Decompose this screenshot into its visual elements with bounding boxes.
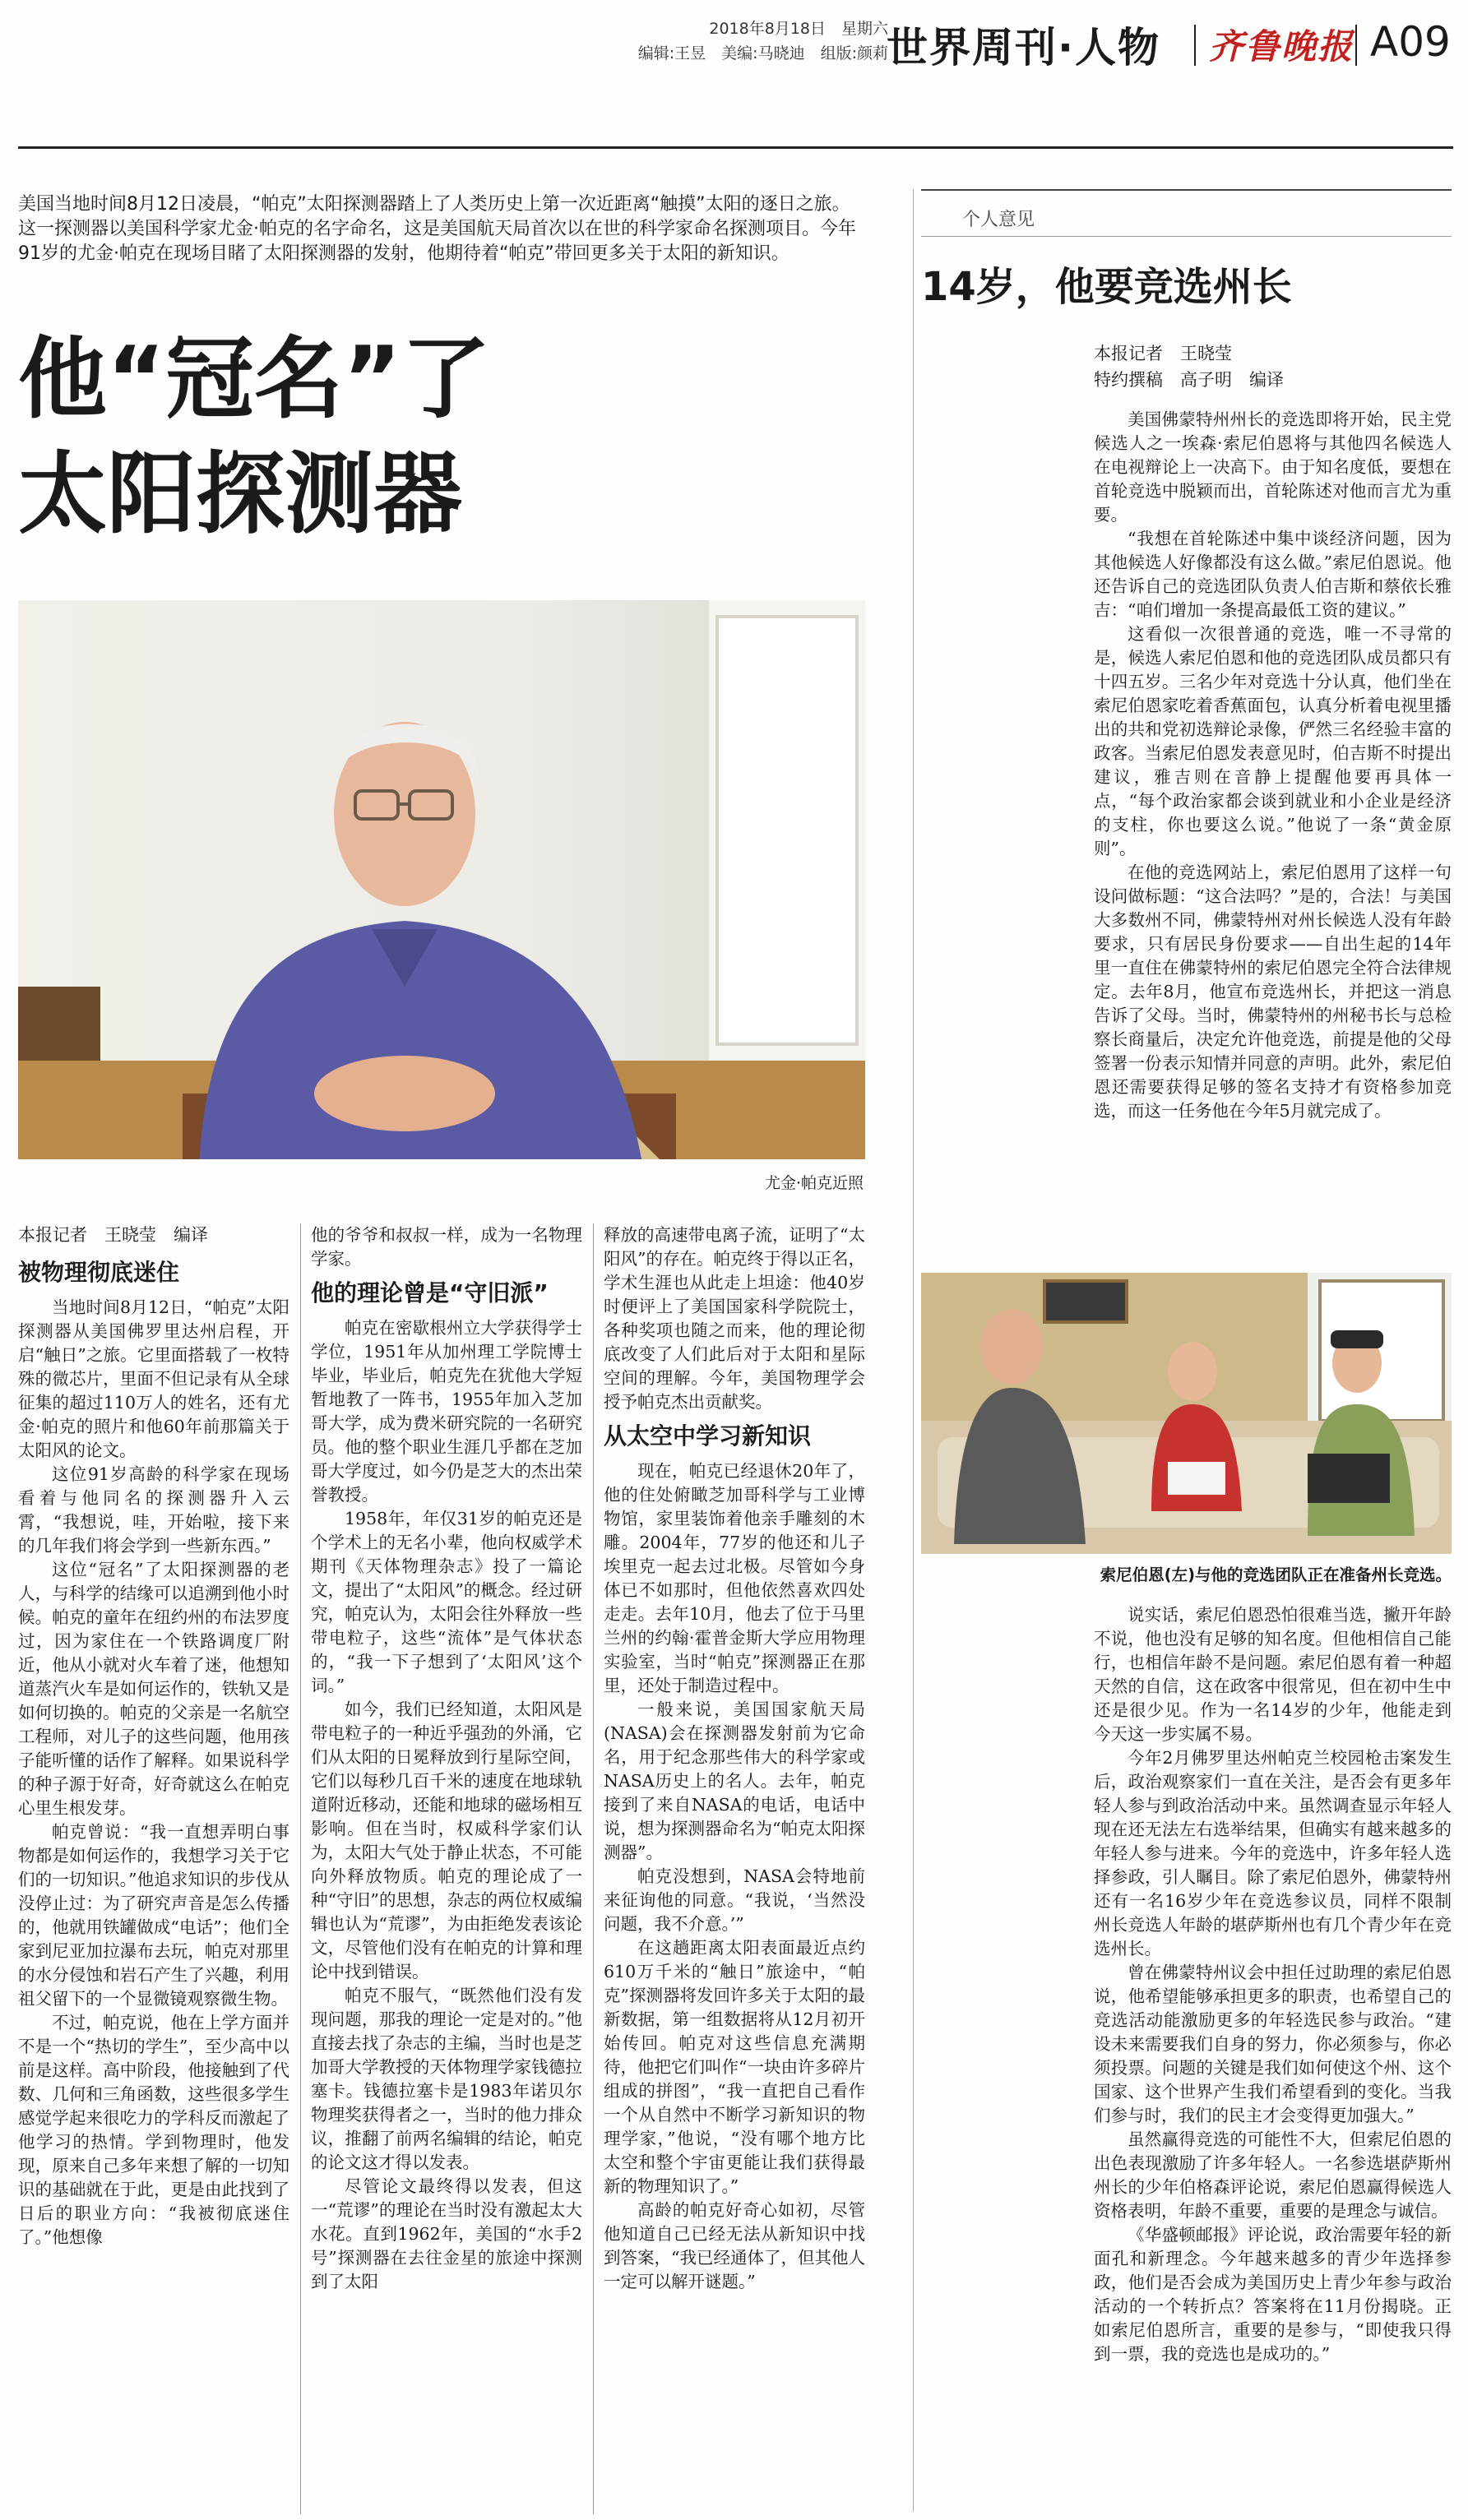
article-column-3 (604, 1223, 865, 2294)
parker-photo (18, 600, 865, 1159)
masthead-meta (576, 16, 888, 66)
paragraph: 美国佛蒙特州州长的竞选即将开始，民主党候选人之一埃森·索尼伯恩将与其他四名候选人在电视辩论上一决高下。由于知名度低，要想在首轮竞选中脱颖而出，首轮陈述对他而言尤为重要。 (1094, 409, 1452, 525)
main-headline (18, 322, 873, 553)
subheading: 他的理论曾是“守旧派” (311, 1279, 549, 1306)
column-divider (300, 1223, 301, 2514)
paragraph: 虽然赢得竞选的可能性不大，但索尼伯恩的出色表现激励了许多年轻人。一名参选堪萨斯州州长的少年伯格森评论说，索尼伯恩赢得候选人资格表明，年龄不重要，重要的是理念与诚信。 (1094, 2129, 1452, 2221)
opinion-credits (1094, 340, 1284, 393)
paragraph: 帕克没想到，NASA会特地前来征询他的同意。“我说，‘当然没问题，我不介意。’” (604, 1866, 865, 1934)
paragraph: 他的爷爷和叔叔一样，成为一名物理学家。 (311, 1225, 582, 1269)
opinion-top-rule (921, 189, 1452, 191)
paragraph: “我想在首轮陈述中集中谈经济问题，因为其他候选人好像都没有这么做。”索尼伯恩说。他还告诉自己的竞选团队负责人伯吉斯和蔡依长雅吉：“咱们增加一条提高最低工资的建议。” (1094, 529, 1452, 620)
article-column-2 (311, 1223, 582, 2294)
paragraph: 1958年，年仅31岁的帕克还是个学术上的无名小辈，他向权威学术期刊《天体物理杂志》投了一篇论文，提出了“太阳风”的概念。经过研究，帕克认为，太阳会往外释放一些带电粒子，这些“流体”是气体状态的，“我一下子想到了‘太阳风’这个词。” (311, 1509, 582, 1695)
subheading: 被物理彻底迷住 (18, 1259, 180, 1286)
opinion-headline: 14岁，他要竞选州长 (921, 264, 1292, 310)
paragraph: 曾在佛蒙特州议会中担任过助理的索尼伯恩说，他希望能够承担更多的职责，也希望自己的竞选活动能激励更多的年轻选民参与政治。“建设未来需要我们自身的努力，你必须参与，你必须投票。问题的关键是我们如何使这个州、这个国家、这个世界产生我们希望看到的变化。当我们参与时，我们的民主才会变得更加强大。” (1094, 1963, 1452, 2125)
paragraph: 一般来说，美国国家航天局(NASA)会在探测器发射前为它命名，用于纪念那些伟大的科学家或NASA历史上的名人。去年，帕克接到了来自NASA的电话，电话中说，想为探测器命名为“帕克太阳探测器”。 (604, 1699, 865, 1862)
opinion-tag: 个人意见 (921, 201, 1452, 237)
issue-date: 2018年8月18日 星期六 (709, 20, 888, 38)
campaign-team-illustration (921, 1273, 1452, 1554)
paragraph: 不过，帕克说，他在上学方面并不是一个“热切的学生”，至少高中以前是这样。高中阶段，他接触到了代数、几何和三角函数，这些很多学生感觉学起来很吃力的学科反而激起了他学习的热情。学到物理时，他发现，原来自己多年来想了解的一切知识的基础就在于此，更是由此找到了日后的职业方向：“我被彻底迷住了。”他想像 (18, 2013, 289, 2247)
paragraph: 释放的高速带电离子流，证明了“太阳风”的存在。帕克终于得以正名，学术生涯也从此走上坦途：他40岁时便评上了美国国家科学院院士，各种奖项也随之而来，他的理论彻底改变了人们此后对于太阳和星际空间的理解。今年，美国物理学会授予帕克杰出贡献奖。 (604, 1225, 865, 1412)
contributor-credit: 特约撰稿 高子明 编译 (1094, 370, 1284, 390)
lead-paragraph: 美国当地时间8月12日凌晨，“帕克”太阳探测器踏上了人类历史上第一次近距离“触摸”太阳的逐日之旅。这一探测器以美国科学家尤金·帕克的名字命名，这是美国航天局首次以在世的科学家命名探测项目。今年91岁的尤金·帕克在现场目睹了太阳探测器的发射，他期待着“帕克”带回更多关于太阳的新知识。 (18, 194, 856, 264)
paragraph: 帕克曾说：“我一直想弄明白事物都是如何运作的，我想学习关于它们的一切知识。”他追求知识的步伐从没停止过：为了研究声音是怎么传播的，他就用铁罐做成“电话”；他们全家到尼亚加拉瀑布去玩，帕克对那里的水分侵蚀和岩石产生了兴趣，利用祖父留下的一个显微镜观察微生物。 (18, 1822, 289, 2009)
reporter-credit: 本报记者 王晓莹 (1094, 344, 1232, 363)
editor-credits: 编辑:王昱 美编:马晓迪 组版:颜莉 (637, 44, 888, 62)
campaign-photo-caption: 索尼伯恩(左)与他的竞选团队正在准备州长竞选。 (1100, 1565, 1452, 1584)
paragraph: 尽管论文最终得以发表，但这一“荒谬”的理论在当时没有激起太大水花。直到1962年，美国的“水手2号”探测器在去往金星的旅途中探测到了太阳 (311, 2176, 582, 2291)
paragraph: 如今，我们已经知道，太阳风是带电粒子的一种近乎强劲的外涌，它们从太阳的日冕释放到行星际空间，它们以每秒几百千米的速度在地球轨道附近移动，还能和地球的磁场相互影响。但在当时，权威科学家们认为，太阳大气处于静止状态，不可能向外释放物质。帕克的理论成了一种“守旧”的思想，杂志的两位权威编辑也认为“荒谬”，为由拒绝发表该论文，尽管他们没有在帕克的计算和理论中找到错误。 (311, 1699, 582, 1981)
opinion-frame-rule (913, 189, 914, 2512)
paragraph: 《华盛顿邮报》评论说，政治需要年轻的新面孔和新理念。今年越来越多的青少年选择参政，他们是否会成为美国历史上青少年参与政治活动的一个转折点？答案将在11月份揭晓。正如索尼伯恩所言，重要的是参与，“即使我只得到一票，我的竞选也是成功的。” (1094, 2225, 1452, 2364)
headline-line-2: 太阳探测器 (18, 443, 463, 546)
subheading: 从太空中学习新知识 (604, 1422, 812, 1450)
paragraph: 当地时间8月12日，“帕克”太阳探测器从美国佛罗里达州启程，开启“触日”之旅。它里面搭载了一枚特殊的微芯片，里面不但记录有从全球征集的超过110万人的姓名，还有尤金·帕克的照片和他60年前那篇关于太阳风的论文。 (18, 1297, 289, 1460)
paragraph: 帕克不服气，“既然他们没有发现问题，那我的理论一定是对的。”他直接去找了杂志的主编，当时也是芝加哥大学教授的天体物理学家钱德拉塞卡。钱德拉塞卡是1983年诺贝尔物理奖获得者之一，当时的他力排众议，推翻了前两名编辑的结论，帕克的论文这才得以发表。 (311, 1986, 582, 2172)
page-number: A09 (1370, 18, 1451, 66)
newspaper-logo: 齐鲁晚报 (1209, 26, 1355, 67)
photo-caption: 尤金·帕克近照 (764, 1174, 864, 1192)
masthead-divider (1194, 25, 1196, 66)
masthead-divider (1355, 25, 1357, 66)
header-rule (18, 146, 1453, 149)
paragraph: 这位91岁高龄的科学家在现场看着与他同名的探测器升入云霄，“我想说，哇，开始啦，接下来的几年我们将会学到一些新东西。” (18, 1464, 289, 1556)
headline-line-1: 他“冠名”了 (18, 328, 490, 431)
parker-portrait-illustration (18, 600, 865, 1159)
paragraph: 帕克在密歇根州立大学获得学士学位，1951年从加州理工学院博士毕业，毕业后，帕克先在犹他大学短暂地教了一阵书，1955年加入芝加哥大学，成为费米研究院的一名研究员。他的整个职业生涯几乎都在芝加哥大学度过，如今仍是芝大的杰出荣誉教授。 (311, 1318, 582, 1505)
paragraph: 在这趟距离太阳表面最近点约610万千米的“触日”旅途中，“帕克”探测器将发回许多关于太阳的最新数据，第一组数据将从12月初开始传回。帕克对这些信息充满期待，他把它们叫作“一块由许多碎片组成的拼图”，“我一直把自己看作一个从自然中不断学习新知识的物理学家，”他说，“没有哪个地方比太空和整个宇宙更能让我们获得最新的物理知识了。” (604, 1938, 865, 2196)
article-column-1 (18, 1223, 289, 2250)
paragraph: 这看似一次很普通的竞选，唯一不寻常的是，候选人索尼伯恩和他的竞选团队成员都只有十四五岁。三名少年对竞选十分认真，他们坐在索尼伯恩家吃着香蕉面包，认真分析着电视里播出的共和党初选辩论录像，俨然三名经验丰富的政客。当索尼伯恩发表意见时，伯吉斯不时提出建议，雅吉则在音静上提醒他要再具体一点，“每个政治家都会谈到就业和小企业是经济的支柱，你也要这么说。”他说了一条“黄金原则”。 (1094, 624, 1452, 858)
paragraph: 这位“冠名”了太阳探测器的老人，与科学的结缘可以追溯到他小时候。帕克的童年在纽约州的布法罗度过，因为家住在一个铁路调度厂附近，他从小就对火车着了迷，他想知道蒸汽火车是如何运作的，铁轨又是如何切换的。帕克的父亲是一名航空工程师，对儿子的这些问题，他用孩子能听懂的话作了解释。如果说科学的种子源于好奇，好奇就这么在帕克心里生根发芽。 (18, 1560, 289, 1818)
opinion-column-bottom (1094, 1603, 1452, 2366)
paragraph: 高龄的帕克好奇心如初，尽管他知道自己已经无法从新知识中找到答案，“我已经通体了，但其他人一定可以解开谜题。” (604, 2200, 865, 2291)
campaign-team-photo (921, 1273, 1452, 1554)
section-title: 世界周刊·人物 (887, 24, 1160, 72)
paragraph: 说实话，索尼伯恩恐怕很难当选，撇开年龄不说，他也没有足够的知名度。但他相信自己能行，也相信年龄不是问题。索尼伯恩有着一种超天然的自信，这在政客中很常见，但在初中生中还是很少见。作为一名14岁的少年，他能走到今天这一步实属不易。 (1094, 1605, 1452, 1744)
paragraph: 在他的竞选网站上，索尼伯恩用了这样一句设问做标题：“这合法吗？”是的，合法！与美国大多数州不同，佛蒙特州对州长候选人没有年龄要求，只有居民身份要求——自出生起的14年里一直住在佛蒙特州的索尼伯恩完全符合法律规定。去年8月，他宣布竞选州长，并把这一消息告诉了父母。当时，佛蒙特州的州秘书长与总检察长商量后，决定允许他竞选，前提是他的父母签署一份表示知情并同意的声明。此外，索尼伯恩还需要获得足够的签名支持才有资格参加竞选，而这一任务他在今年5月就完成了。 (1094, 862, 1452, 1121)
article-byline: 本报记者 王晓莹 编译 (18, 1225, 208, 1245)
opinion-column-top (1094, 408, 1452, 1123)
column-divider (593, 1223, 594, 2514)
paragraph: 今年2月佛罗里达州帕克兰校园枪击案发生后，政治观察家们一直在关注，是否会有更多年轻人参与到政治活动中来。虽然调查显示年轻人现在还无法左右选举结果，但确实有越来越多的年轻人参与进来。今年的竞选中，许多年轻人选择参政，引人瞩目。除了索尼伯恩外，佛蒙特州还有一名16岁少年在竞选参议员，同样不限制州长竞选人年龄的堪萨斯州也有几个青少年在竞选州长。 (1094, 1748, 1452, 1958)
paragraph: 现在，帕克已经退休20年了，他的住处俯瞰芝加哥科学与工业博物馆，家里装饰着他亲手雕刻的木雕。2004年，77岁的他还和儿子埃里克一起去过北极。尽管如今身体已不如那时，但他依然喜欢四处走走。去年10月，他去了位于马里兰州的约翰·霍普金斯大学应用物理实验室，当时“帕克”探测器正在那里，还处于制造过程中。 (604, 1461, 865, 1695)
